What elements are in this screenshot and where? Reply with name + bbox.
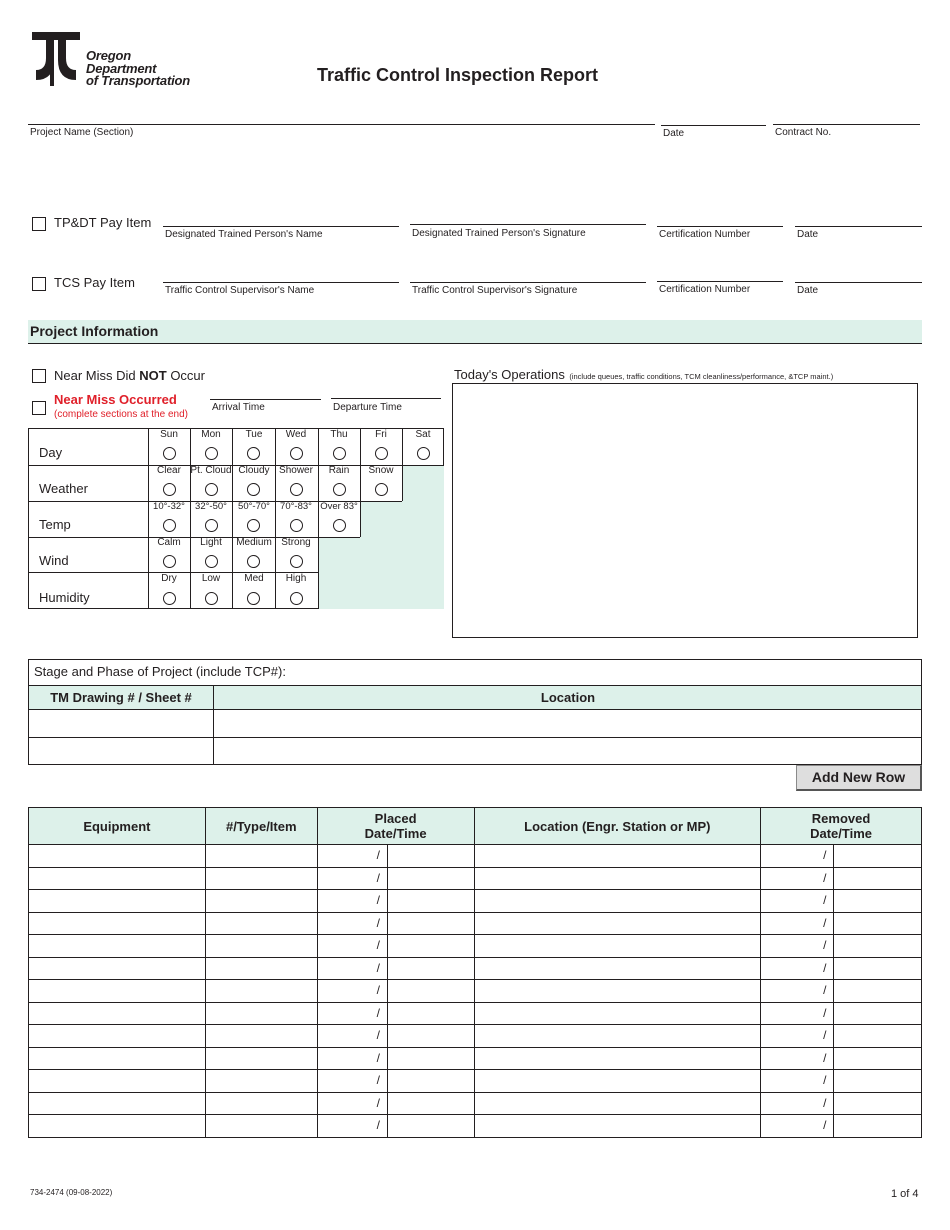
option-label: 50°-70° xyxy=(238,501,270,512)
date-time-separator: / xyxy=(823,1028,827,1042)
grid-shade-fri-weather-temp xyxy=(360,501,444,609)
grid-shade-sat-weather-2 xyxy=(402,465,444,501)
equipment-cell[interactable] xyxy=(29,890,206,913)
date-time-separator: / xyxy=(823,938,827,952)
equipment-cell[interactable] xyxy=(29,980,206,1003)
type-item-cell[interactable] xyxy=(205,980,317,1003)
tpdt-signature-field[interactable] xyxy=(410,202,646,224)
location-cell[interactable] xyxy=(474,1092,761,1115)
equipment-cell[interactable] xyxy=(29,1092,206,1115)
location-cell[interactable] xyxy=(474,1025,761,1048)
near-miss-not-suffix: Occur xyxy=(166,368,205,383)
tcs-signature-field[interactable] xyxy=(410,260,646,282)
arrival-time-line xyxy=(210,399,321,400)
radio-humidity-dry[interactable] xyxy=(163,592,176,605)
removed-time-cell[interactable] xyxy=(823,867,922,890)
arrival-time-field[interactable] xyxy=(210,381,321,399)
tpdt-cert-field[interactable] xyxy=(657,204,783,226)
grid-vline-4 xyxy=(318,429,319,609)
radio-temp-over-83[interactable] xyxy=(333,519,346,532)
location-cell[interactable] xyxy=(474,935,761,958)
type-item-cell[interactable] xyxy=(205,867,317,890)
date-time-separator: / xyxy=(376,1118,380,1132)
contract-no-field[interactable] xyxy=(773,100,920,124)
logo-line-2: Department xyxy=(86,60,157,76)
equipment-row xyxy=(29,912,922,935)
location-cell[interactable] xyxy=(474,980,761,1003)
date-time-separator: / xyxy=(376,870,380,885)
type-item-cell[interactable] xyxy=(205,1002,317,1025)
placed-time-cell[interactable] xyxy=(376,845,474,868)
equipment-cell[interactable] xyxy=(29,845,206,868)
equipment-row xyxy=(29,1070,922,1093)
type-item-cell[interactable] xyxy=(205,912,317,935)
date-time-separator: / xyxy=(823,1073,827,1087)
option-label: Rain xyxy=(328,465,350,476)
option-label: Thu xyxy=(330,429,348,440)
date-time-separator: / xyxy=(376,960,380,975)
date-time-separator: / xyxy=(823,870,827,885)
removed-time-cell[interactable] xyxy=(823,1002,922,1025)
removed-time-cell[interactable] xyxy=(823,845,922,868)
equipment-row xyxy=(29,957,922,980)
form-number: 734-2474 (09-08-2022) xyxy=(30,1188,113,1197)
date-time-separator: / xyxy=(376,1028,380,1042)
removed-time-cell[interactable] xyxy=(823,912,922,935)
radio-weather-pt-cloud[interactable] xyxy=(205,483,218,496)
type-item-cell[interactable] xyxy=(205,957,317,980)
stage-header xyxy=(29,685,921,710)
option-label: Dry xyxy=(161,573,177,584)
near-miss-occurred-label: Near Miss Occurred xyxy=(54,392,177,407)
radio-day-tue[interactable] xyxy=(247,447,260,460)
tcs-name-line xyxy=(163,282,399,283)
col-placed xyxy=(317,808,474,845)
col-equipment: Equipment xyxy=(29,808,206,845)
radio-day-sat[interactable] xyxy=(417,447,430,460)
page-title: Traffic Control Inspection Report xyxy=(317,65,599,85)
placed-time-cell[interactable] xyxy=(376,1002,474,1025)
equipment-cell[interactable] xyxy=(29,867,206,890)
placed-time-cell[interactable] xyxy=(376,1070,474,1093)
tcs-name-label: Traffic Control Supervisor's Name xyxy=(165,285,315,296)
tcs-pay-item-checkbox[interactable] xyxy=(32,277,46,291)
col-removed-line-1: Removed xyxy=(811,811,871,826)
removed-time-cell[interactable] xyxy=(823,935,922,958)
tpdt-signature-label: Designated Trained Person's Signature xyxy=(412,228,586,239)
equipment-row xyxy=(29,1002,922,1025)
type-item-cell[interactable] xyxy=(205,1092,317,1115)
stage-row-1-drawing[interactable] xyxy=(30,711,212,736)
equipment-cell[interactable] xyxy=(29,1025,206,1048)
type-item-cell[interactable] xyxy=(205,1025,317,1048)
tcs-cert-label: Certification Number xyxy=(659,284,751,295)
type-item-cell[interactable] xyxy=(205,1047,317,1070)
tpdt-date-label: Date xyxy=(797,229,819,240)
type-item-cell[interactable] xyxy=(205,1115,317,1138)
tcs-date-field[interactable] xyxy=(795,260,922,282)
option-label: Mon xyxy=(201,429,221,440)
radio-temp-70-83[interactable] xyxy=(290,519,303,532)
option-label: Med xyxy=(244,573,264,584)
page-number: 1 of 4 xyxy=(891,1188,919,1200)
option-label: Sun xyxy=(160,429,178,440)
radio-weather-shower[interactable] xyxy=(290,483,303,496)
project-name-field[interactable] xyxy=(28,100,655,124)
radio-wind-light[interactable] xyxy=(205,555,218,568)
date-time-separator: / xyxy=(376,893,380,907)
tpdt-name-field[interactable] xyxy=(163,204,399,226)
date-time-separator: / xyxy=(823,1095,827,1110)
option-label: Fri xyxy=(375,429,387,440)
removed-time-cell[interactable] xyxy=(823,1115,922,1138)
option-label: Low xyxy=(201,573,221,584)
type-item-cell[interactable] xyxy=(205,935,317,958)
equipment-row xyxy=(29,1025,922,1048)
date-time-separator: / xyxy=(823,960,827,975)
equipment-row xyxy=(29,980,922,1003)
col-removed xyxy=(761,808,922,845)
departure-time-label: Departure Time xyxy=(333,402,402,413)
tpdt-cert-line xyxy=(657,226,783,227)
location-cell[interactable] xyxy=(474,957,761,980)
radio-weather-clear[interactable] xyxy=(163,483,176,496)
contract-no-label: Contract No. xyxy=(775,127,832,138)
equipment-table xyxy=(28,807,922,1138)
option-label: Cloudy xyxy=(238,465,270,476)
tcs-date-line xyxy=(795,282,922,283)
equipment-cell[interactable] xyxy=(29,1070,206,1093)
placed-time-cell[interactable] xyxy=(376,1047,474,1070)
stage-row-1-location[interactable] xyxy=(215,711,919,736)
tcs-cert-field[interactable] xyxy=(657,259,783,281)
location-cell[interactable] xyxy=(474,912,761,935)
departure-time-line xyxy=(331,398,441,399)
radio-temp-32-50[interactable] xyxy=(205,519,218,532)
option-label: 70°-83° xyxy=(280,501,312,512)
removed-time-cell[interactable] xyxy=(823,1047,922,1070)
conditions-grid xyxy=(28,428,444,609)
stage-vline xyxy=(213,685,214,764)
type-item-cell[interactable] xyxy=(205,845,317,868)
date-time-separator: / xyxy=(823,983,827,997)
date-line xyxy=(661,125,766,126)
radio-wind-strong[interactable] xyxy=(290,555,303,568)
logo-line-3: of Transportation xyxy=(86,73,190,88)
col-location-engr: Location (Engr. Station or MP) xyxy=(474,808,761,845)
equipment-header-row xyxy=(29,808,922,845)
radio-day-sun[interactable] xyxy=(163,447,176,460)
departure-time-field[interactable] xyxy=(331,380,441,398)
option-label: 10°-32° xyxy=(153,501,185,512)
equipment-body xyxy=(29,845,922,1138)
equipment-row xyxy=(29,867,922,890)
tpdt-date-field[interactable] xyxy=(795,204,922,226)
date-time-separator: / xyxy=(376,1005,380,1020)
radio-humidity-high[interactable] xyxy=(290,592,303,605)
project-name-line xyxy=(28,124,655,125)
equipment-cell[interactable] xyxy=(29,957,206,980)
equipment-row xyxy=(29,1047,922,1070)
removed-time-cell[interactable] xyxy=(823,1092,922,1115)
tpdt-pay-item-checkbox[interactable] xyxy=(32,217,46,231)
location-cell[interactable] xyxy=(474,867,761,890)
tpdt-name-line xyxy=(163,226,399,227)
project-information-title: Project Information xyxy=(30,323,159,339)
near-miss-not-label xyxy=(54,368,205,383)
col-location: Location xyxy=(540,690,596,705)
near-miss-note: (complete sections at the end) xyxy=(54,409,188,420)
option-label: High xyxy=(285,573,307,584)
col-placed-line-1: Placed xyxy=(374,811,417,826)
option-label: Strong xyxy=(281,537,311,548)
location-cell[interactable] xyxy=(474,890,761,913)
option-label: Over 83° xyxy=(320,501,358,512)
date-time-separator: / xyxy=(376,848,380,862)
placed-time-cell[interactable] xyxy=(376,957,474,980)
date-time-separator: / xyxy=(376,1050,380,1065)
option-label: Tue xyxy=(245,429,263,440)
stage-table xyxy=(28,659,922,765)
option-label: Shower xyxy=(279,465,313,476)
tcs-name-field[interactable] xyxy=(163,260,399,282)
stage-field[interactable] xyxy=(319,661,919,683)
date-time-separator: / xyxy=(823,1005,827,1020)
location-cell[interactable] xyxy=(474,1002,761,1025)
near-miss-not-bold: NOT xyxy=(139,368,167,383)
tcs-signature-line xyxy=(410,282,646,283)
date-time-separator: / xyxy=(376,938,380,952)
tpdt-pay-item-label: TP&DT Pay Item xyxy=(54,215,152,230)
type-item-cell[interactable] xyxy=(205,890,317,913)
location-cell[interactable] xyxy=(474,1047,761,1070)
equipment-cell[interactable] xyxy=(29,1002,206,1025)
option-label: Snow xyxy=(368,465,394,476)
radio-weather-rain[interactable] xyxy=(333,483,346,496)
tpdt-signature-line xyxy=(410,224,646,225)
date-label: Date xyxy=(663,128,685,139)
option-label: Clear xyxy=(157,465,181,476)
odot-logo xyxy=(30,30,230,90)
row-label-temp: Temp xyxy=(39,517,71,532)
radio-wind-calm[interactable] xyxy=(163,555,176,568)
option-label: Pt. Cloud xyxy=(190,465,232,476)
grid-vline-5 xyxy=(360,429,361,537)
placed-time-cell[interactable] xyxy=(376,912,474,935)
col-tm-drawing: TM Drawing # / Sheet # xyxy=(50,690,192,705)
radio-wind-medium[interactable] xyxy=(247,555,260,568)
date-time-separator: / xyxy=(823,893,827,907)
date-field[interactable] xyxy=(661,101,766,125)
tcs-signature-label: Traffic Control Supervisor's Signature xyxy=(412,285,578,296)
radio-temp-50-70[interactable] xyxy=(247,519,260,532)
date-time-separator: / xyxy=(823,848,827,862)
date-time-separator: / xyxy=(823,915,827,930)
radio-day-thu[interactable] xyxy=(333,447,346,460)
option-label: Light xyxy=(200,537,222,548)
radio-day-fri[interactable] xyxy=(375,447,388,460)
date-time-separator: / xyxy=(823,1050,827,1065)
location-cell[interactable] xyxy=(474,1070,761,1093)
placed-time-cell[interactable] xyxy=(376,890,474,913)
add-new-row-button[interactable]: Add New Row xyxy=(796,765,922,791)
option-label: 32°-50° xyxy=(195,501,227,512)
tpdt-name-label: Designated Trained Person's Name xyxy=(165,229,323,240)
stage-label: Stage and Phase of Project (include TCP#): xyxy=(34,664,286,679)
todays-operations-textarea[interactable] xyxy=(452,383,918,638)
row-label-weather: Weather xyxy=(39,481,88,496)
tcs-pay-item-label: TCS Pay Item xyxy=(54,275,135,290)
contract-no-line xyxy=(773,124,920,125)
tpdt-date-line xyxy=(795,226,922,227)
equipment-row xyxy=(29,845,922,868)
removed-time-cell[interactable] xyxy=(823,957,922,980)
placed-time-cell[interactable] xyxy=(376,935,474,958)
near-miss-occurred-checkbox[interactable] xyxy=(32,401,46,415)
placed-time-cell[interactable] xyxy=(376,1115,474,1138)
placed-time-cell[interactable] xyxy=(376,867,474,890)
project-information-header xyxy=(28,320,922,344)
removed-time-cell[interactable] xyxy=(823,1025,922,1048)
project-name-label: Project Name (Section) xyxy=(30,127,134,138)
date-time-separator: / xyxy=(376,1073,380,1087)
col-type-item: #/Type/Item xyxy=(205,808,317,845)
stage-row-2-drawing[interactable] xyxy=(30,738,212,764)
radio-humidity-med[interactable] xyxy=(247,592,260,605)
radio-humidity-low[interactable] xyxy=(205,592,218,605)
radio-weather-snow[interactable] xyxy=(375,483,388,496)
removed-time-cell[interactable] xyxy=(823,890,922,913)
radio-temp-10-32[interactable] xyxy=(163,519,176,532)
equipment-cell[interactable] xyxy=(29,1047,206,1070)
todays-operations-label xyxy=(454,366,833,384)
todays-operations-note: (include queues, traffic conditions, TCM cleanliness/performance, &TCP maint.) xyxy=(569,372,834,381)
option-label: Sat xyxy=(415,429,431,440)
arrival-time-label: Arrival Time xyxy=(212,402,265,413)
date-time-separator: / xyxy=(823,1118,827,1132)
placed-time-cell[interactable] xyxy=(376,1025,474,1048)
logo-line-1: Oregon xyxy=(86,48,132,63)
tcs-date-label: Date xyxy=(797,285,819,296)
col-removed-line-2: Date/Time xyxy=(810,826,873,841)
type-item-cell[interactable] xyxy=(205,1070,317,1093)
location-cell[interactable] xyxy=(474,845,761,868)
stage-row-2-location[interactable] xyxy=(215,738,919,764)
grid-shade-wind xyxy=(318,537,360,609)
equipment-row xyxy=(29,1115,922,1138)
date-time-separator: / xyxy=(376,983,380,997)
equipment-row xyxy=(29,890,922,913)
equipment-cell[interactable] xyxy=(29,935,206,958)
near-miss-not-prefix: Near Miss Did xyxy=(54,368,140,383)
tcs-cert-line xyxy=(657,281,783,282)
radio-day-wed[interactable] xyxy=(290,447,303,460)
row-label-day: Day xyxy=(39,445,63,460)
option-label: Wed xyxy=(285,429,307,440)
todays-operations-title: Today's Operations xyxy=(454,367,565,382)
radio-weather-cloudy[interactable] xyxy=(247,483,260,496)
placed-time-cell[interactable] xyxy=(376,980,474,1003)
removed-time-cell[interactable] xyxy=(823,1070,922,1093)
placed-time-cell[interactable] xyxy=(376,1092,474,1115)
equipment-row xyxy=(29,935,922,958)
date-time-separator: / xyxy=(376,915,380,930)
tpdt-cert-label: Certification Number xyxy=(659,229,751,240)
row-label-wind: Wind xyxy=(39,553,69,568)
equipment-cell[interactable] xyxy=(29,912,206,935)
option-label: Calm xyxy=(157,537,181,548)
near-miss-not-checkbox[interactable] xyxy=(32,369,46,383)
equipment-row xyxy=(29,1092,922,1115)
option-label: Medium xyxy=(236,537,272,548)
odot-logo-mark-icon xyxy=(30,30,82,88)
row-label-humidity: Humidity xyxy=(39,590,90,605)
location-cell[interactable] xyxy=(474,1115,761,1138)
date-time-separator: / xyxy=(376,1095,380,1110)
col-placed-line-2: Date/Time xyxy=(364,826,427,841)
equipment-cell[interactable] xyxy=(29,1115,206,1138)
removed-time-cell[interactable] xyxy=(823,980,922,1003)
radio-day-mon[interactable] xyxy=(205,447,218,460)
